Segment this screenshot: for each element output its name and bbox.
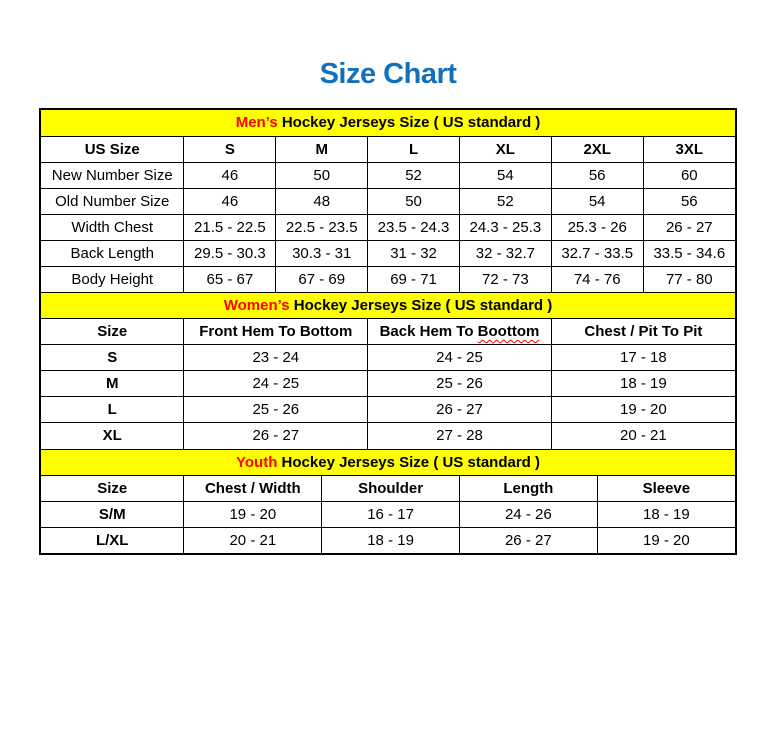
womens-cell: 19 - 20 xyxy=(551,397,735,423)
youth-section-title: Youth Hockey Jerseys Size ( US standard ) xyxy=(41,449,735,475)
mens-section-title-highlight: Men’s xyxy=(235,114,278,132)
youth-cell: 16 - 17 xyxy=(322,501,460,527)
womens-row xyxy=(41,371,735,397)
mens-row xyxy=(41,162,735,188)
mens-cell: 54 xyxy=(551,188,643,214)
youth-col-header: Shoulder xyxy=(322,475,460,501)
youth-cell: 19 - 20 xyxy=(597,527,735,553)
womens-cell: 26 - 27 xyxy=(368,397,552,423)
womens-col-header: Size xyxy=(41,319,184,345)
mens-cell: 52 xyxy=(368,162,460,188)
womens-cell: 26 - 27 xyxy=(184,423,368,449)
mens-cell: 72 - 73 xyxy=(459,266,551,292)
womens-size-table xyxy=(41,292,735,449)
womens-row xyxy=(41,345,735,371)
size-tables xyxy=(39,108,737,555)
mens-cell: 50 xyxy=(276,162,368,188)
mens-cell: 33.5 - 34.6 xyxy=(643,240,735,266)
mens-size-table xyxy=(41,110,735,292)
mens-row-label: Width Chest xyxy=(41,214,184,240)
womens-cell: 23 - 24 xyxy=(184,345,368,371)
misspelled-word: Boottom xyxy=(477,323,540,340)
mens-col-header: US Size xyxy=(41,136,184,162)
youth-row-label: L/XL xyxy=(41,527,184,553)
womens-cell: 25 - 26 xyxy=(184,397,368,423)
womens-section-title: Women’s Hockey Jerseys Size ( US standard ) xyxy=(41,293,735,319)
womens-cell: 18 - 19 xyxy=(551,371,735,397)
womens-row-label: L xyxy=(41,397,184,423)
page-title: Size Chart xyxy=(319,58,457,90)
mens-cell: 26 - 27 xyxy=(643,214,735,240)
mens-cell: 24.3 - 25.3 xyxy=(459,214,551,240)
mens-section-row xyxy=(41,110,735,136)
mens-cell: 32 - 32.7 xyxy=(459,240,551,266)
mens-cell: 25.3 - 26 xyxy=(551,214,643,240)
youth-cell: 26 - 27 xyxy=(459,527,597,553)
youth-row-label: S/M xyxy=(41,501,184,527)
mens-cell: 29.5 - 30.3 xyxy=(184,240,276,266)
youth-section-title-highlight: Youth xyxy=(236,453,278,471)
womens-cell: 24 - 25 xyxy=(368,345,552,371)
mens-col-header: S xyxy=(184,136,276,162)
mens-cell: 32.7 - 33.5 xyxy=(551,240,643,266)
mens-col-header: 3XL xyxy=(643,136,735,162)
youth-col-header: Sleeve xyxy=(597,475,735,501)
youth-col-header: Chest / Width xyxy=(184,475,322,501)
mens-cell: 31 - 32 xyxy=(368,240,460,266)
womens-row-label: S xyxy=(41,345,184,371)
womens-col-header: Front Hem To Bottom xyxy=(184,319,368,345)
womens-row xyxy=(41,423,735,449)
mens-cell: 56 xyxy=(551,162,643,188)
womens-row xyxy=(41,397,735,423)
mens-row xyxy=(41,188,735,214)
mens-cell: 23.5 - 24.3 xyxy=(368,214,460,240)
mens-row xyxy=(41,240,735,266)
mens-cell: 69 - 71 xyxy=(368,266,460,292)
womens-section-title-highlight: Women’s xyxy=(223,297,290,314)
womens-cell: 27 - 28 xyxy=(368,423,552,449)
mens-row xyxy=(41,214,735,240)
womens-header-row xyxy=(41,319,735,345)
mens-cell: 30.3 - 31 xyxy=(276,240,368,266)
mens-cell: 77 - 80 xyxy=(643,266,735,292)
womens-col-header: Chest / Pit To Pit xyxy=(551,319,735,345)
womens-cell: 20 - 21 xyxy=(551,423,735,449)
womens-cell: 17 - 18 xyxy=(551,345,735,371)
womens-cell: 24 - 25 xyxy=(184,371,368,397)
mens-row xyxy=(41,266,735,292)
mens-col-header: L xyxy=(368,136,460,162)
mens-cell: 48 xyxy=(276,188,368,214)
youth-size-table xyxy=(41,449,735,554)
youth-cell: 18 - 19 xyxy=(597,501,735,527)
womens-row-label: XL xyxy=(41,423,184,449)
mens-section-title: Men’s Hockey Jerseys Size ( US standard ) xyxy=(41,110,735,136)
mens-cell: 22.5 - 23.5 xyxy=(276,214,368,240)
womens-section-row xyxy=(41,293,735,319)
youth-col-header: Length xyxy=(459,475,597,501)
mens-col-header: XL xyxy=(459,136,551,162)
youth-row xyxy=(41,527,735,553)
mens-cell: 46 xyxy=(184,188,276,214)
mens-cell: 60 xyxy=(643,162,735,188)
youth-row xyxy=(41,501,735,527)
mens-header-row xyxy=(41,136,735,162)
youth-cell: 19 - 20 xyxy=(184,501,322,527)
womens-row-label: M xyxy=(41,371,184,397)
mens-cell: 67 - 69 xyxy=(276,266,368,292)
mens-cell: 74 - 76 xyxy=(551,266,643,292)
youth-section-row xyxy=(41,449,735,475)
mens-cell: 56 xyxy=(643,188,735,214)
mens-cell: 52 xyxy=(459,188,551,214)
mens-cell: 46 xyxy=(184,162,276,188)
mens-row-label: New Number Size xyxy=(41,162,184,188)
youth-col-header: Size xyxy=(41,475,184,501)
mens-cell: 54 xyxy=(459,162,551,188)
youth-header-row xyxy=(41,475,735,501)
youth-cell: 18 - 19 xyxy=(322,527,460,553)
youth-cell: 20 - 21 xyxy=(184,527,322,553)
youth-cell: 24 - 26 xyxy=(459,501,597,527)
mens-col-header: M xyxy=(276,136,368,162)
womens-col-header: Back Hem To Boottom xyxy=(368,319,552,345)
mens-cell: 50 xyxy=(368,188,460,214)
womens-cell: 25 - 26 xyxy=(368,371,552,397)
mens-row-label: Old Number Size xyxy=(41,188,184,214)
mens-col-header: 2XL xyxy=(551,136,643,162)
mens-cell: 65 - 67 xyxy=(184,266,276,292)
mens-row-label: Back Length xyxy=(41,240,184,266)
mens-row-label: Body Height xyxy=(41,266,184,292)
mens-cell: 21.5 - 22.5 xyxy=(184,214,276,240)
